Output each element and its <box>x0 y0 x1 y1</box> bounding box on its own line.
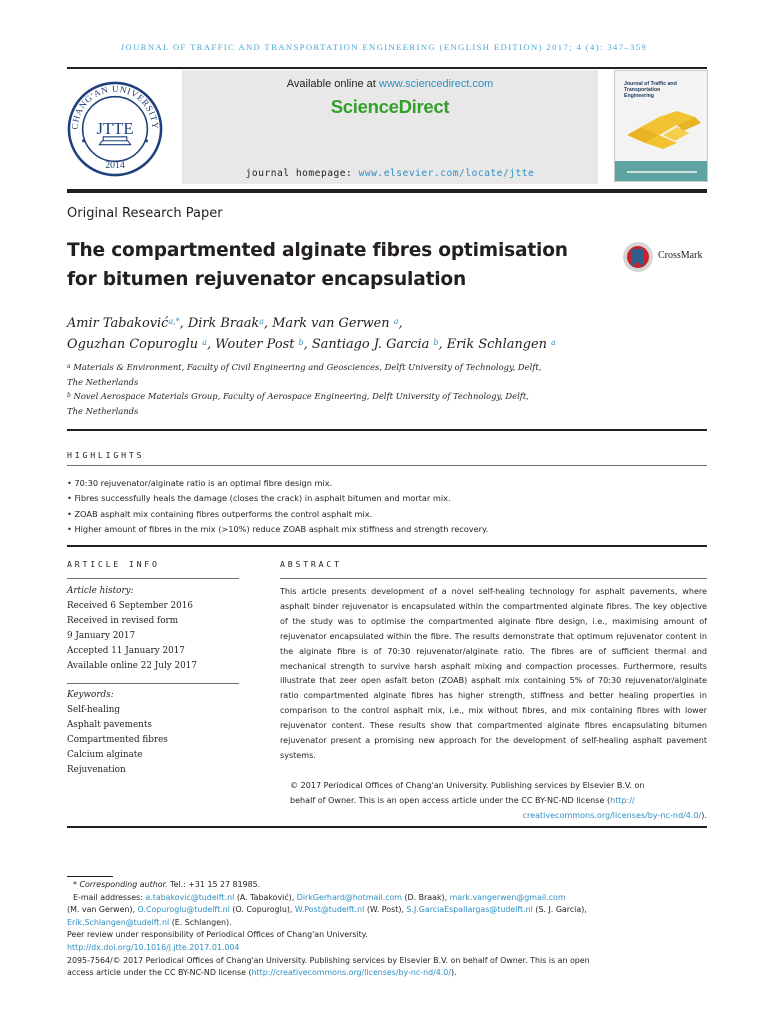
history-entry: Accepted 11 January 2017 <box>67 646 185 656</box>
sciencedirect-wordmark: ScienceDirect <box>330 96 450 117</box>
email-addresses-end <box>67 917 707 930</box>
abstract-heading: ABSTRACT <box>280 559 342 569</box>
authors-line-2 <box>67 335 707 356</box>
highlights-list <box>67 476 707 537</box>
footnote-rule <box>67 876 113 877</box>
author-affil-sup: b <box>298 337 304 347</box>
cover-title: Journal of Traffic and Transportation Engineering <box>624 81 677 99</box>
email-link[interactable]: a.tabakovic@tudelft.nl <box>145 892 235 902</box>
license-link[interactable]: http://creativecommons.org/licenses/by-nc-nd/4.0/ <box>251 968 451 978</box>
title-line-1: The compartmented alginate fibres optimisation <box>67 240 568 261</box>
author-affil-sup: a <box>259 317 264 326</box>
author-name[interactable]: Wouter Post <box>215 336 295 352</box>
journal-citation: JOURNAL OF TRAFFIC AND TRANSPORTATION ENGINEERING (ENGLISH EDITION) 2017; 4 (4): 347–359 <box>120 42 648 52</box>
logo-year-text: 2014 <box>105 160 125 172</box>
highlights-top-rule <box>67 429 707 431</box>
highlight-item: • ZOAB asphalt mix containing fibres outperforms the control asphalt mix. <box>67 508 373 519</box>
email-link[interactable]: S.J.GarciaEspallargas@tudelft.nl <box>406 905 533 915</box>
email-owner: (D. Braak), <box>401 892 450 902</box>
email-addresses-cont <box>67 904 707 917</box>
keywords <box>67 688 237 778</box>
keyword: Rejuvenation <box>67 765 126 775</box>
affiliation-b <box>67 389 667 418</box>
highlight-item: • Fibres successfully heals the damage (closes the crack) in asphalt bitumen and mortar mix. <box>67 493 451 504</box>
author-affil-sup: b <box>433 337 439 347</box>
header-rule <box>67 67 707 69</box>
affil-line: The Netherlands <box>67 405 139 416</box>
journal-cover <box>614 70 708 182</box>
highlight-text: 70:30 rejuvenator/alginate ratio is an optimal fibre design mix. <box>74 478 333 488</box>
available-label: Available online at <box>286 78 379 90</box>
author-affil-sup: a <box>202 337 207 347</box>
email-link[interactable]: DirkGerhard@hotmail.com <box>296 892 402 902</box>
corr-tel: Tel.: +31 15 27 81985. <box>167 880 261 889</box>
crossmark-label: CrossMark <box>658 250 703 261</box>
author-sep: , <box>398 316 403 331</box>
title-line-2: for bitumen rejuvenator encapsulation <box>67 269 467 290</box>
email-link[interactable]: Erik.Schlangen@tudelft.nl <box>67 917 170 927</box>
author-name[interactable]: Mark van Gerwen <box>272 316 390 331</box>
footnotes <box>67 879 707 980</box>
author-name[interactable]: Dirk Braak <box>187 316 260 331</box>
article-info-heading: ARTICLE INFO <box>67 559 160 569</box>
corr-label: * Corresponding author. <box>73 880 168 889</box>
abstract-bottom-rule <box>67 826 707 828</box>
authors-line-1 <box>67 314 707 335</box>
email-addresses <box>67 892 707 905</box>
highlight-item: • Higher amount of fibres in the mix (>10%) reduce ZOAB asphalt mix stiffness and strength recovery. <box>67 523 489 534</box>
peer-review-note: Peer review under responsibility of Periodical Offices of Chang'an University. <box>67 930 368 940</box>
license-link[interactable]: creativecommons.org/licenses/by-nc-nd/4.0/ <box>522 810 702 820</box>
author-sep: , <box>179 316 188 331</box>
sciencedirect-banner <box>182 70 598 184</box>
abstract-rule <box>280 578 707 579</box>
copyright-end: ). <box>701 810 707 820</box>
email-owner: (S. J. Garcia), <box>532 905 587 915</box>
affil-line: The Netherlands <box>67 376 139 387</box>
paper-title <box>67 236 587 294</box>
author-name[interactable]: Erik Schlangen <box>446 336 547 352</box>
keyword: Asphalt pavements <box>67 720 152 730</box>
email-label: E-mail addresses: <box>73 892 146 902</box>
history-entry: 9 January 2017 <box>67 631 136 641</box>
history-entry: Received in revised form <box>67 616 179 626</box>
history-entry: Received 6 September 2016 <box>67 601 193 611</box>
author-name[interactable]: Santiago J. Garcia <box>311 336 430 352</box>
journal-homepage <box>182 168 598 179</box>
email-owner: (W. Post), <box>364 905 407 915</box>
corresponding-author <box>67 879 707 892</box>
highlight-text: Higher amount of fibres in the mix (>10%) reduce ZOAB asphalt mix stiffness and strength recovery. <box>74 523 489 534</box>
highlights-heading: HIGHLIGHTS <box>67 450 145 460</box>
history-entry: Available online 22 July 2017 <box>67 661 197 671</box>
cover-footer-line <box>627 171 697 173</box>
highlights-sub-rule <box>67 465 707 466</box>
highlight-text: ZOAB asphalt mix containing fibres outperforms the control asphalt mix. <box>74 508 373 519</box>
paper-type: Original Research Paper <box>67 206 223 221</box>
author-sep: , <box>303 336 312 352</box>
author-affil-sup: a,* <box>168 317 180 326</box>
author-name[interactable]: Oguzhan Copuroglu <box>67 336 199 352</box>
author-sep: , <box>438 336 447 352</box>
available-online <box>182 78 598 90</box>
keyword: Compartmented fibres <box>67 735 168 745</box>
banner-bottom-rule <box>67 189 707 193</box>
copyright-line <box>290 809 707 824</box>
keywords-label: Keywords: <box>67 690 114 700</box>
issn-text: access article under the CC BY-NC-ND license ( <box>67 968 252 978</box>
author-sep: , <box>206 336 216 352</box>
email-owner: (E. Schlangen). <box>169 917 232 927</box>
cover-illustration <box>619 105 703 151</box>
crossmark-button[interactable] <box>622 240 712 274</box>
author-affil-sup: a <box>551 337 556 347</box>
abstract-text: This article presents development of a novel self-healing technology for asphalt pavements, where asphalt binder rejuvenator is encapsulated within the compartmented alginate fibres. The key objective of the study was to optimise the compartmented alginate fibre design, i.e., maximising amount of rejuvenator encapsulated within the fibre. The results demonstrate that optimum rejuvenator content in the alginate fibre is of 70:30 rejuvenator/alginate ratio. The fibres are of sufficient thermal and mechanical strength to survive harsh asphalt mixing and compaction processes. Furthermore, results illustrate that zeer open asfalt beton (ZOAB) asphalt mix containing 5% of 70:30 rejuvenator/alginate ratio compartmented alginate fibres has higher strength, stiffness and better healing properties in comparison to the control asphalt mix, i.e., mix without fibres, and mix containing fibres with lower rejuvenator content. These results show that compartmented alginate fibres encapsulating bitumen rejuvenator present a promising new approach for the development of self-healing asphalt pavement systems. <box>280 587 707 760</box>
email-owner: (O. Copuroglu), <box>229 905 295 915</box>
affil-sup: a <box>67 363 71 370</box>
logo-university-text: CHANG'AN UNIVERSITY <box>69 83 161 130</box>
author-name[interactable]: Amir Tabaković <box>67 316 169 331</box>
issn-line <box>67 967 707 980</box>
highlight-item: • 70:30 rejuvenator/alginate ratio is an optimal fibre design mix. <box>67 478 333 488</box>
keyword: Calcium alginate <box>67 750 143 760</box>
abstract-copyright <box>290 779 707 824</box>
author-sep: , <box>264 316 273 331</box>
issn-end: ). <box>450 968 457 978</box>
copyright-line <box>290 794 707 809</box>
email-link[interactable]: mark.vangerwen@gmail.com <box>449 892 566 902</box>
doi-link[interactable]: http://dx.doi.org/10.1016/j.jtte.2017.01.004 <box>67 942 240 952</box>
article-info-top-rule <box>67 545 707 547</box>
highlight-text: Fibres successfully heals the damage (closes the crack) in asphalt bitumen and mortar mix. <box>74 493 451 504</box>
issn-line: 2095-7564/© 2017 Periodical Offices of Chang'an University. Publishing services by Elsevier B.V. on behalf of Owner. This is an open <box>67 955 590 965</box>
affil-line: Materials & Environment, Faculty of Civil Engineering and Geosciences, Delft University of Technology, Delft, <box>73 362 542 372</box>
sciencedirect-link[interactable]: www.sciencedirect.com <box>378 78 494 90</box>
article-history <box>67 584 237 674</box>
email-owner: (A. Tabaković), <box>234 892 297 902</box>
jtte-logo <box>66 80 164 178</box>
license-link[interactable]: http:// <box>610 795 635 805</box>
email-link[interactable]: W.Post@tudelft.nl <box>294 905 365 915</box>
affiliation-a <box>67 360 667 389</box>
affil-line: Novel Aerospace Materials Group, Faculty of Aerospace Engineering, Delft University of Technology, Delft, <box>73 391 529 401</box>
crossmark-icon <box>622 241 654 273</box>
logo-jtte-text: JTTE <box>96 118 134 138</box>
article-info-rule <box>67 578 239 579</box>
authors <box>67 314 707 355</box>
homepage-link[interactable]: www.elsevier.com/locate/jtte <box>358 168 535 179</box>
copyright-line: © 2017 Periodical Offices of Chang'an University. Publishing services by Elsevier B.V. on <box>290 781 645 790</box>
keywords-rule <box>67 683 239 684</box>
copyright-text: behalf of Owner. This is an open access article under the CC BY-NC-ND license ( <box>290 795 611 805</box>
email-owner: (M. van Gerwen), <box>67 905 138 915</box>
author-affil-sup: a <box>393 317 399 326</box>
history-label: Article history: <box>67 586 134 596</box>
email-link[interactable]: O.Copuroglu@tudelft.nl <box>137 905 230 915</box>
affil-sup: b <box>67 392 71 399</box>
keyword: Self-healing <box>67 705 121 715</box>
homepage-label: journal homepage: <box>245 168 359 179</box>
